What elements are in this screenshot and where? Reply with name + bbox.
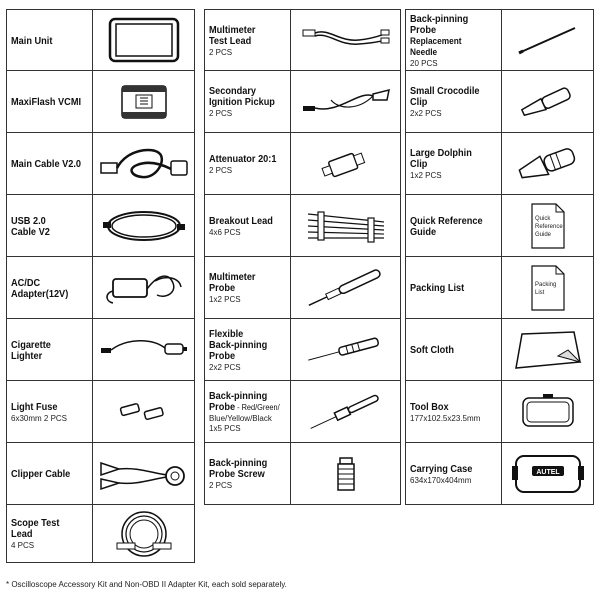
footnote: * Oscilloscope Accessory Kit and Non-OBD II Adapter Kit, each sold separately. bbox=[6, 580, 287, 589]
item-backpin-probe bbox=[204, 381, 401, 443]
item-ac-adapter bbox=[6, 257, 195, 319]
item-name: Scope Test Lead bbox=[11, 518, 60, 540]
quick-guide-icon bbox=[528, 200, 568, 252]
item-quantity: 1x2 PCS bbox=[410, 171, 442, 180]
item-multimeter-test-lead bbox=[204, 9, 401, 71]
item-name: Secondary Ignition Pickup bbox=[209, 86, 275, 108]
item-name: MaxiFlash VCMI bbox=[11, 97, 82, 108]
item-name: Cigarette Lighter bbox=[11, 339, 51, 362]
item-vcmi bbox=[6, 71, 195, 133]
item-name: Clipper Cable bbox=[11, 469, 71, 480]
item-quantity: 6x30mm 2 PCS bbox=[11, 413, 68, 423]
column-2 bbox=[204, 9, 401, 505]
scope-lead-icon bbox=[109, 507, 179, 561]
fuse-icon bbox=[114, 392, 174, 432]
soft-cloth-icon bbox=[508, 326, 588, 374]
item-light-fuse bbox=[6, 381, 195, 443]
item-name: Breakout Lead bbox=[209, 215, 273, 227]
item-name: Carrying Case bbox=[410, 463, 473, 475]
item-breakout-lead bbox=[204, 195, 401, 257]
item-quantity: 2 PCS bbox=[209, 109, 233, 118]
dolphin-clip-icon bbox=[513, 140, 583, 188]
item-name: Multimeter Test Lead bbox=[209, 24, 256, 47]
multimeter-probe-icon bbox=[299, 266, 393, 310]
item-name: Quick Reference Guide bbox=[410, 215, 483, 238]
item-quantity: 20 PCS bbox=[410, 58, 438, 68]
item-name: Large Dolphin Clip bbox=[410, 148, 472, 170]
item-carrying-case bbox=[405, 443, 594, 505]
item-quantity: 2 PCS bbox=[209, 481, 233, 490]
probe-screw-icon bbox=[326, 452, 366, 496]
item-quantity: Blue/Yellow/Black 1x5 PCS bbox=[209, 414, 272, 433]
item-ignition-pickup bbox=[204, 71, 401, 133]
ignition-pickup-icon bbox=[299, 80, 393, 124]
breakout-lead-icon bbox=[298, 204, 394, 248]
crocodile-clip-icon bbox=[513, 80, 583, 124]
item-multimeter-probe bbox=[204, 257, 401, 319]
item-main-cable bbox=[6, 133, 195, 195]
item-name: Back-pinning Probe bbox=[209, 391, 268, 413]
item-quick-guide bbox=[405, 195, 594, 257]
item-name-detail: Replacement Needle bbox=[410, 35, 462, 57]
item-clipper-cable bbox=[6, 443, 195, 505]
item-name: USB 2.0 Cable V2 bbox=[11, 215, 50, 238]
item-name: Light Fuse bbox=[11, 401, 58, 413]
tool-box-icon bbox=[513, 390, 583, 434]
item-packing-list bbox=[405, 257, 594, 319]
obd-cable-icon bbox=[97, 139, 191, 189]
item-attenuator bbox=[204, 133, 401, 195]
usb-cable-icon bbox=[99, 202, 189, 250]
item-name: Attenuator 20:1 bbox=[209, 153, 277, 165]
item-scope-lead bbox=[6, 505, 195, 563]
item-cigarette-lighter bbox=[6, 319, 195, 381]
item-quantity: 2 PCS bbox=[209, 47, 233, 57]
item-quantity: 177x102.5x23.5mm bbox=[410, 413, 481, 423]
column-1 bbox=[6, 9, 195, 563]
needle-icon bbox=[513, 20, 583, 60]
item-quantity: 4 PCS bbox=[11, 541, 35, 550]
backpin-probe-icon bbox=[299, 390, 393, 434]
test-lead-icon bbox=[299, 18, 393, 62]
item-name: Main Cable V2.0 bbox=[11, 159, 82, 170]
item-name: Packing List bbox=[410, 283, 465, 294]
item-tool-box bbox=[405, 381, 594, 443]
item-replacement-needle bbox=[405, 9, 594, 71]
item-name: Main Unit bbox=[11, 35, 53, 47]
packing-list-icon bbox=[528, 262, 568, 314]
item-name: Small Crocodile Clip bbox=[410, 86, 480, 108]
column-3 bbox=[405, 9, 594, 505]
guide-sheet-line-2: Reference bbox=[534, 223, 563, 230]
item-quantity: 634x170x404mm bbox=[410, 475, 472, 485]
item-name: AC/DC Adapter(12V) bbox=[11, 277, 69, 300]
guide-sheet-line-1: Quick bbox=[534, 215, 550, 222]
item-name: Soft Cloth bbox=[410, 345, 454, 356]
item-name: Back-pinning Probe bbox=[410, 13, 469, 36]
tablet-icon bbox=[104, 15, 184, 65]
item-quantity: 2x2 PCS bbox=[410, 109, 442, 118]
vcmi-icon bbox=[114, 80, 174, 124]
carrying-case-icon bbox=[508, 448, 588, 500]
item-name: Back-pinning Probe Screw bbox=[209, 458, 268, 480]
item-dolphin-clip bbox=[405, 133, 594, 195]
item-name: Flexible Back-pinning Probe bbox=[209, 328, 268, 362]
cigarette-lighter-icon bbox=[97, 330, 191, 370]
item-name: Multimeter Probe bbox=[209, 272, 256, 294]
item-quantity: 1x2 PCS bbox=[209, 295, 241, 304]
packing-sheet-line-2: List bbox=[534, 289, 544, 296]
item-main-unit bbox=[6, 9, 195, 71]
item-usb-cable bbox=[6, 195, 195, 257]
item-quantity: 2x2 PCS bbox=[209, 362, 241, 372]
attenuator-icon bbox=[316, 142, 376, 186]
packing-sheet-line-1: Packing bbox=[534, 281, 556, 288]
item-name: Tool Box bbox=[410, 401, 449, 413]
item-quantity: 4x6 PCS bbox=[209, 227, 241, 237]
item-colors: - Red/Green/ bbox=[235, 403, 280, 412]
item-crocodile-clip bbox=[405, 71, 594, 133]
power-adapter-icon bbox=[99, 263, 189, 313]
case-brand-label: AUTEL bbox=[535, 468, 560, 476]
guide-sheet-line-3: Guide bbox=[534, 231, 551, 238]
item-soft-cloth bbox=[405, 319, 594, 381]
flex-probe-icon bbox=[299, 328, 393, 372]
item-quantity: 2 PCS bbox=[209, 165, 233, 175]
item-flex-probe bbox=[204, 319, 401, 381]
item-probe-screw bbox=[204, 443, 401, 505]
clipper-cable-icon bbox=[97, 449, 191, 499]
